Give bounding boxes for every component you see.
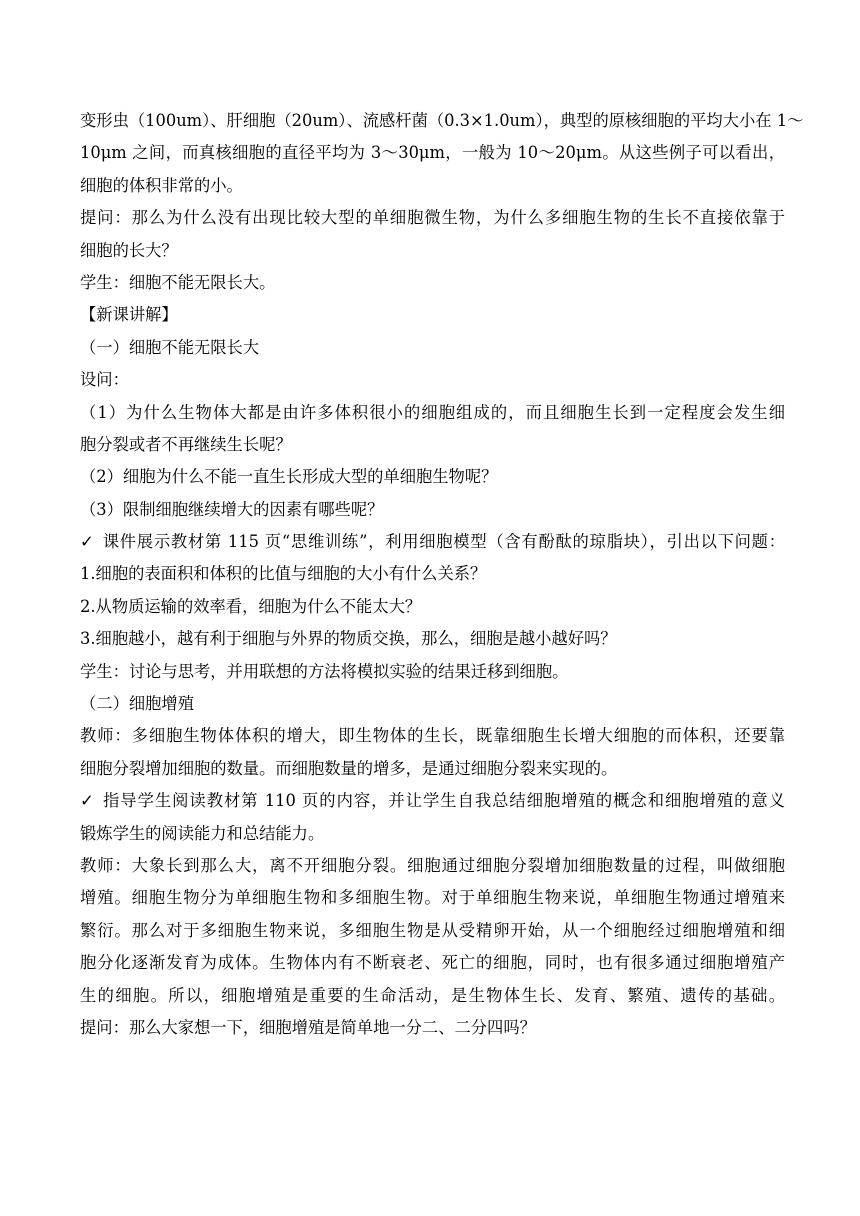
teacher-line: 繁衍。那么对于多细胞生物来说，多细胞生物是从受精卵开始，从一个细胞经过细胞增殖和细: [80, 920, 785, 940]
question-line: 提问：那么为什么没有出现比较大型的单细胞微生物，为什么多细胞生物的生长不直接依靠于: [80, 208, 785, 228]
teacher-line: 教师：多细胞生物体体积的增大，即生物体的生长，既靠细胞生长增大细胞的而体积，还要靠: [80, 726, 785, 746]
subsection-heading: （一）细胞不能无限长大: [80, 337, 260, 357]
check-mark-icon: ✓: [80, 791, 94, 811]
numbered-item: 2.从物质运输的效率看，细胞为什么不能太大？: [80, 596, 422, 616]
section-heading: 【新课讲解】: [80, 305, 178, 325]
numbered-item: 1.细胞的表面积和体积的比值与细胞的大小有什么关系？: [80, 564, 487, 584]
teacher-line: 生的细胞。所以，细胞增殖是重要的生命活动，是生物体生长、发育、繁殖、遗传的基础。: [80, 985, 785, 1005]
teacher-line: 增殖。细胞生物分为单细胞生物和多细胞生物。对于单细胞生物来说，单细胞生物通过增殖来: [80, 888, 785, 908]
student-answer-line: 学生：讨论与思考，并用联想的方法将模拟实验的结果迁移到细胞。: [80, 661, 569, 681]
text-line: 设问：: [80, 370, 129, 390]
question-line: 细胞的长大？: [80, 240, 178, 260]
teacher-line: 教师：大象长到那么大，离不开细胞分裂。细胞通过细胞分裂增加细胞数量的过程，叫做细胞: [80, 855, 785, 875]
check-item-text: 课件展示教材第 115 页“思维训练”，利用细胞模型（含有酚酞的琼脂块），引出以下问题：: [102, 532, 785, 552]
student-answer-line: 学生：细胞不能无限长大。: [80, 272, 276, 292]
check-mark-icon: ✓: [80, 532, 94, 552]
numbered-question: （2）细胞为什么不能一直生长形成大型的单细胞生物呢？: [80, 467, 498, 487]
numbered-question: （1）为什么生物体大都是由许多体积很小的细胞组成的，而且细胞生长到一定程度会发生细: [80, 402, 785, 422]
text-line: 10μm 之间，而真核细胞的直径平均为 3～30μm，一般为 10～20μm。从这些例子可以看出，: [80, 143, 785, 163]
text-line: 变形虫（100um）、肝细胞（20um）、流感杆菌（0.3×1.0um），典型的原核细胞的平均大小在 1～: [80, 111, 804, 130]
document-body: [80, 105, 804, 1044]
teacher-line: 胞分化逐渐发育为成体。生物体内有不断衰老、死亡的细胞，同时，也有很多通过细胞增殖产: [80, 953, 785, 973]
text-line: 细胞的体积非常的小。: [80, 175, 243, 195]
question-line: 提问：那么大家想一下，细胞增殖是简单地一分二、二分四吗？: [80, 1017, 536, 1037]
numbered-question: 胞分裂或者不再继续生长呢？: [80, 434, 292, 454]
check-item: [80, 785, 785, 817]
numbered-item: 3.细胞越小，越有利于细胞与外界的物质交换，那么，细胞是越小越好吗？: [80, 629, 617, 649]
teacher-line: 细胞分裂增加细胞的数量。而细胞数量的增多，是通过细胞分裂来实现的。: [80, 758, 618, 778]
numbered-question: （3）限制细胞继续增大的因素有哪些呢？: [80, 499, 384, 519]
check-item: [80, 526, 785, 558]
text-line: 锻炼学生的阅读能力和总结能力。: [80, 823, 325, 843]
subsection-heading: （二）细胞增殖: [80, 694, 194, 714]
check-item-text: 指导学生阅读教材第 110 页的内容，并让学生自我总结细胞增殖的概念和细胞增殖的意义: [102, 791, 785, 811]
